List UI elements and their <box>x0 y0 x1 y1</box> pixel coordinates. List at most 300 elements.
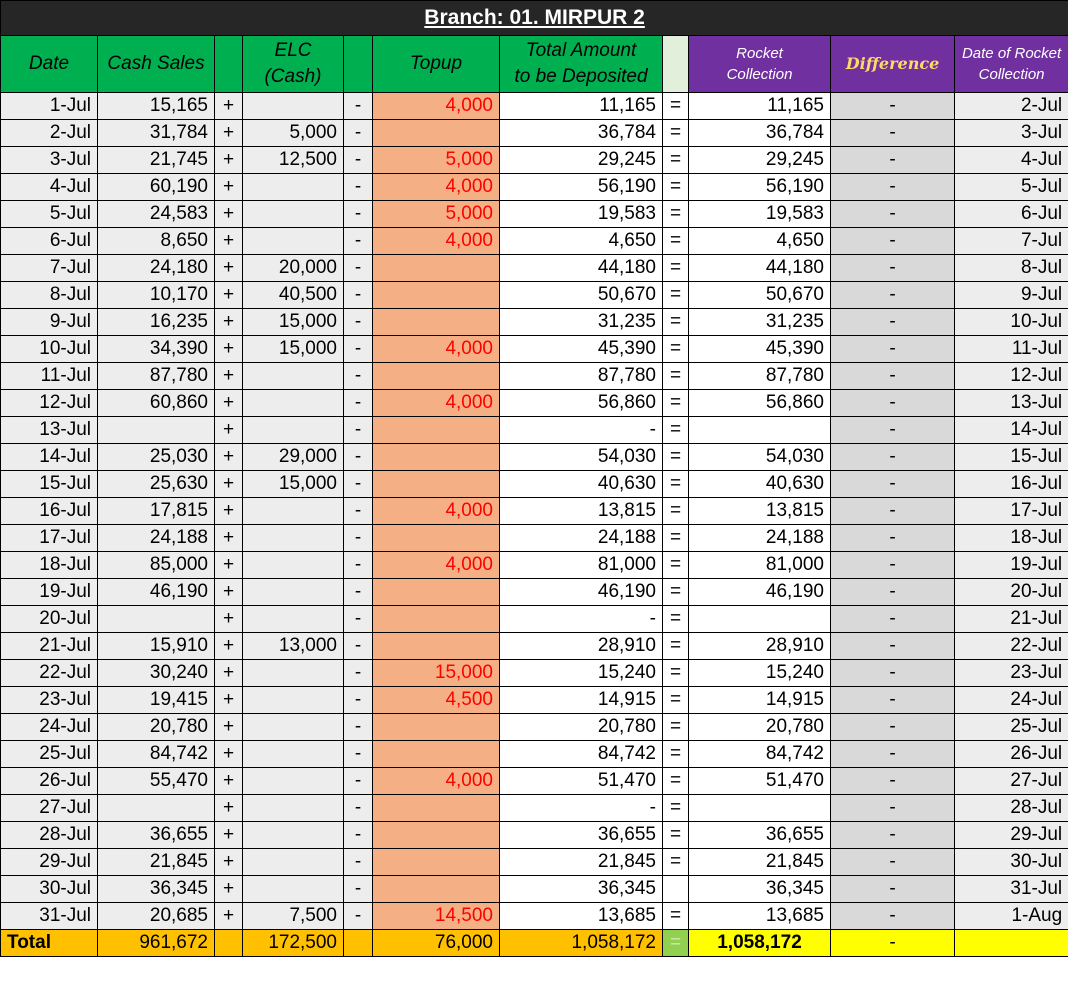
topup-cell[interactable] <box>373 255 500 282</box>
total-deposit-cell[interactable]: 84,742 <box>500 741 663 768</box>
elc-cash-cell[interactable] <box>243 201 344 228</box>
rocket-collection-cell[interactable]: 54,030 <box>689 444 831 471</box>
rocket-collection-cell[interactable]: 14,915 <box>689 687 831 714</box>
plus-sign[interactable]: + <box>215 390 243 417</box>
topup-cell[interactable] <box>373 606 500 633</box>
difference-cell[interactable]: - <box>831 714 955 741</box>
rocket-date-cell[interactable]: 28-Jul <box>955 795 1068 822</box>
total-deposit-cell[interactable]: - <box>500 795 663 822</box>
equals-sign[interactable]: = <box>663 579 689 606</box>
total-deposit-cell[interactable]: 81,000 <box>500 552 663 579</box>
header-date-rocket[interactable] <box>955 36 1068 93</box>
plus-sign[interactable]: + <box>215 363 243 390</box>
plus-sign[interactable]: + <box>215 417 243 444</box>
rocket-collection-cell[interactable]: 36,784 <box>689 120 831 147</box>
elc-cash-cell[interactable] <box>243 741 344 768</box>
total-elc-cash[interactable]: 172,500 <box>243 930 344 957</box>
rocket-date-cell[interactable]: 4-Jul <box>955 147 1068 174</box>
total-deposit-cell[interactable]: 87,780 <box>500 363 663 390</box>
total-deposit-cell[interactable]: 15,240 <box>500 660 663 687</box>
minus-sign[interactable]: - <box>344 363 373 390</box>
topup-cell[interactable] <box>373 633 500 660</box>
difference-cell[interactable]: - <box>831 768 955 795</box>
rocket-date-cell[interactable]: 22-Jul <box>955 633 1068 660</box>
topup-cell[interactable] <box>373 579 500 606</box>
date-cell[interactable]: 28-Jul <box>1 822 98 849</box>
equals-sign[interactable]: = <box>663 660 689 687</box>
difference-cell[interactable]: - <box>831 552 955 579</box>
topup-cell[interactable] <box>373 309 500 336</box>
topup-cell[interactable]: 14,500 <box>373 903 500 930</box>
date-cell[interactable]: 29-Jul <box>1 849 98 876</box>
cash-sales-cell[interactable] <box>98 417 215 444</box>
cash-sales-cell[interactable]: 21,845 <box>98 849 215 876</box>
total-deposit-cell[interactable]: 54,030 <box>500 444 663 471</box>
total-deposit-cell[interactable]: 36,784 <box>500 120 663 147</box>
rocket-collection-cell[interactable] <box>689 606 831 633</box>
rocket-date-cell[interactable]: 7-Jul <box>955 228 1068 255</box>
elc-cash-cell[interactable]: 15,000 <box>243 471 344 498</box>
rocket-date-cell[interactable]: 5-Jul <box>955 174 1068 201</box>
total-deposit-cell[interactable]: 45,390 <box>500 336 663 363</box>
elc-cash-cell[interactable]: 13,000 <box>243 633 344 660</box>
rocket-date-cell[interactable]: 8-Jul <box>955 255 1068 282</box>
difference-cell[interactable]: - <box>831 579 955 606</box>
topup-cell[interactable]: 4,000 <box>373 498 500 525</box>
elc-cash-cell[interactable] <box>243 174 344 201</box>
topup-cell[interactable]: 4,000 <box>373 336 500 363</box>
difference-cell[interactable]: - <box>831 741 955 768</box>
rocket-collection-cell[interactable]: 31,235 <box>689 309 831 336</box>
minus-sign[interactable]: - <box>344 660 373 687</box>
date-cell[interactable]: 15-Jul <box>1 471 98 498</box>
cash-sales-cell[interactable]: 19,415 <box>98 687 215 714</box>
topup-cell[interactable]: 4,500 <box>373 687 500 714</box>
date-cell[interactable]: 14-Jul <box>1 444 98 471</box>
topup-cell[interactable] <box>373 417 500 444</box>
plus-sign[interactable]: + <box>215 336 243 363</box>
equals-sign[interactable]: = <box>663 714 689 741</box>
header-elc[interactable] <box>243 36 344 93</box>
rocket-collection-cell[interactable]: 40,630 <box>689 471 831 498</box>
elc-cash-cell[interactable] <box>243 390 344 417</box>
difference-cell[interactable]: - <box>831 336 955 363</box>
rocket-date-cell[interactable]: 26-Jul <box>955 741 1068 768</box>
cash-sales-cell[interactable]: 34,390 <box>98 336 215 363</box>
total-deposit-cell[interactable]: 13,685 <box>500 903 663 930</box>
difference-cell[interactable]: - <box>831 606 955 633</box>
rocket-date-cell[interactable]: 10-Jul <box>955 309 1068 336</box>
date-cell[interactable]: 19-Jul <box>1 579 98 606</box>
minus-sign[interactable]: - <box>344 903 373 930</box>
plus-sign[interactable]: + <box>215 795 243 822</box>
sheet-title[interactable]: Branch: 01. MIRPUR 2 <box>1 1 1068 36</box>
equals-sign[interactable]: = <box>663 174 689 201</box>
minus-sign[interactable]: - <box>344 228 373 255</box>
topup-cell[interactable] <box>373 714 500 741</box>
rocket-collection-cell[interactable]: 21,845 <box>689 849 831 876</box>
date-cell[interactable]: 18-Jul <box>1 552 98 579</box>
topup-cell[interactable]: 5,000 <box>373 201 500 228</box>
topup-cell[interactable] <box>373 120 500 147</box>
total-deposit-cell[interactable]: 28,910 <box>500 633 663 660</box>
equals-sign[interactable]: = <box>663 795 689 822</box>
minus-sign[interactable]: - <box>344 741 373 768</box>
plus-sign[interactable]: + <box>215 498 243 525</box>
cash-sales-cell[interactable]: 60,860 <box>98 390 215 417</box>
cash-sales-cell[interactable]: 16,235 <box>98 309 215 336</box>
rocket-collection-cell[interactable]: 87,780 <box>689 363 831 390</box>
plus-sign[interactable]: + <box>215 147 243 174</box>
date-cell[interactable]: 24-Jul <box>1 714 98 741</box>
cash-sales-cell[interactable]: 25,630 <box>98 471 215 498</box>
total-deposit-cell[interactable]: 19,583 <box>500 201 663 228</box>
topup-cell[interactable] <box>373 849 500 876</box>
total-deposit-cell[interactable]: 44,180 <box>500 255 663 282</box>
plus-sign[interactable]: + <box>215 714 243 741</box>
minus-sign[interactable]: - <box>344 120 373 147</box>
minus-sign[interactable]: - <box>344 201 373 228</box>
rocket-collection-cell[interactable]: 24,188 <box>689 525 831 552</box>
rocket-date-cell[interactable]: 21-Jul <box>955 606 1068 633</box>
minus-sign[interactable]: - <box>344 687 373 714</box>
rocket-collection-cell[interactable]: 36,655 <box>689 822 831 849</box>
rocket-collection-cell[interactable]: 50,670 <box>689 282 831 309</box>
cash-sales-cell[interactable]: 25,030 <box>98 444 215 471</box>
rocket-date-cell[interactable]: 23-Jul <box>955 660 1068 687</box>
elc-cash-cell[interactable] <box>243 687 344 714</box>
plus-sign[interactable]: + <box>215 741 243 768</box>
elc-cash-cell[interactable] <box>243 93 344 120</box>
rocket-collection-cell[interactable]: 29,245 <box>689 147 831 174</box>
difference-cell[interactable]: - <box>831 93 955 120</box>
difference-cell[interactable]: - <box>831 390 955 417</box>
minus-sign[interactable]: - <box>344 336 373 363</box>
difference-cell[interactable]: - <box>831 822 955 849</box>
date-cell[interactable]: 6-Jul <box>1 228 98 255</box>
topup-cell[interactable]: 4,000 <box>373 93 500 120</box>
total-deposit-cell[interactable]: 14,915 <box>500 687 663 714</box>
equals-sign[interactable]: = <box>663 417 689 444</box>
cash-sales-cell[interactable]: 60,190 <box>98 174 215 201</box>
rocket-collection-cell[interactable]: 19,583 <box>689 201 831 228</box>
equals-sign[interactable]: = <box>663 309 689 336</box>
plus-sign[interactable]: + <box>215 579 243 606</box>
elc-cash-cell[interactable]: 7,500 <box>243 903 344 930</box>
minus-sign[interactable]: - <box>344 390 373 417</box>
elc-cash-cell[interactable] <box>243 606 344 633</box>
plus-sign[interactable]: + <box>215 471 243 498</box>
equals-sign[interactable]: = <box>663 633 689 660</box>
rocket-date-cell[interactable]: 9-Jul <box>955 282 1068 309</box>
plus-sign[interactable]: + <box>215 876 243 903</box>
minus-sign[interactable]: - <box>344 849 373 876</box>
date-cell[interactable]: 27-Jul <box>1 795 98 822</box>
cash-sales-cell[interactable]: 30,240 <box>98 660 215 687</box>
rocket-date-cell[interactable]: 15-Jul <box>955 444 1068 471</box>
equals-sign[interactable]: = <box>663 552 689 579</box>
total-rocket-date-blank[interactable] <box>955 930 1068 957</box>
header-minus-col[interactable] <box>344 36 373 93</box>
equals-sign[interactable]: = <box>663 147 689 174</box>
difference-cell[interactable]: - <box>831 903 955 930</box>
cash-sales-cell[interactable]: 20,780 <box>98 714 215 741</box>
date-cell[interactable]: 5-Jul <box>1 201 98 228</box>
minus-sign[interactable]: - <box>344 309 373 336</box>
plus-sign[interactable]: + <box>215 633 243 660</box>
difference-cell[interactable]: - <box>831 174 955 201</box>
plus-sign[interactable]: + <box>215 903 243 930</box>
plus-sign[interactable]: + <box>215 93 243 120</box>
equals-sign[interactable]: = <box>663 768 689 795</box>
rocket-collection-cell[interactable]: 81,000 <box>689 552 831 579</box>
topup-cell[interactable] <box>373 795 500 822</box>
cash-sales-cell[interactable]: 46,190 <box>98 579 215 606</box>
rocket-date-cell[interactable]: 19-Jul <box>955 552 1068 579</box>
elc-cash-cell[interactable] <box>243 768 344 795</box>
date-cell[interactable]: 22-Jul <box>1 660 98 687</box>
equals-sign[interactable]: = <box>663 903 689 930</box>
minus-sign[interactable]: - <box>344 282 373 309</box>
total-deposit-cell[interactable]: 51,470 <box>500 768 663 795</box>
equals-sign[interactable]: = <box>663 282 689 309</box>
equals-sign[interactable]: = <box>663 120 689 147</box>
rocket-collection-cell[interactable] <box>689 417 831 444</box>
topup-cell[interactable]: 4,000 <box>373 552 500 579</box>
topup-cell[interactable] <box>373 282 500 309</box>
header-rocket-collection[interactable] <box>689 36 831 93</box>
difference-cell[interactable]: - <box>831 876 955 903</box>
equals-sign[interactable]: = <box>663 849 689 876</box>
date-cell[interactable]: 30-Jul <box>1 876 98 903</box>
total-deposit-cell[interactable]: 21,845 <box>500 849 663 876</box>
cash-sales-cell[interactable]: 17,815 <box>98 498 215 525</box>
date-cell[interactable]: 12-Jul <box>1 390 98 417</box>
minus-sign[interactable]: - <box>344 552 373 579</box>
elc-cash-cell[interactable] <box>243 552 344 579</box>
plus-sign[interactable]: + <box>215 849 243 876</box>
cash-sales-cell[interactable]: 15,910 <box>98 633 215 660</box>
difference-cell[interactable]: - <box>831 525 955 552</box>
date-cell[interactable]: 31-Jul <box>1 903 98 930</box>
minus-sign[interactable]: - <box>344 606 373 633</box>
cash-sales-cell[interactable]: 55,470 <box>98 768 215 795</box>
total-minus-blank[interactable] <box>344 930 373 957</box>
minus-sign[interactable]: - <box>344 876 373 903</box>
plus-sign[interactable]: + <box>215 768 243 795</box>
elc-cash-cell[interactable] <box>243 228 344 255</box>
minus-sign[interactable]: - <box>344 714 373 741</box>
rocket-collection-cell[interactable]: 4,650 <box>689 228 831 255</box>
difference-cell[interactable]: - <box>831 633 955 660</box>
header-cash-sales[interactable]: Cash Sales <box>98 36 215 93</box>
rocket-date-cell[interactable]: 13-Jul <box>955 390 1068 417</box>
header-difference[interactable]: Difference <box>831 36 955 93</box>
elc-cash-cell[interactable]: 12,500 <box>243 147 344 174</box>
rocket-collection-cell[interactable]: 36,345 <box>689 876 831 903</box>
total-plus-blank[interactable] <box>215 930 243 957</box>
cash-sales-cell[interactable] <box>98 795 215 822</box>
cash-sales-cell[interactable]: 8,650 <box>98 228 215 255</box>
cash-sales-cell[interactable]: 24,188 <box>98 525 215 552</box>
date-cell[interactable]: 20-Jul <box>1 606 98 633</box>
cash-sales-cell[interactable]: 84,742 <box>98 741 215 768</box>
date-cell[interactable]: 17-Jul <box>1 525 98 552</box>
elc-cash-cell[interactable]: 15,000 <box>243 309 344 336</box>
elc-cash-cell[interactable]: 29,000 <box>243 444 344 471</box>
topup-cell[interactable] <box>373 741 500 768</box>
difference-cell[interactable]: - <box>831 498 955 525</box>
plus-sign[interactable]: + <box>215 687 243 714</box>
total-deposit-cell[interactable]: - <box>500 417 663 444</box>
header-total-amount[interactable] <box>500 36 663 93</box>
total-deposit-cell[interactable]: 36,655 <box>500 822 663 849</box>
total-deposit-cell[interactable]: 29,245 <box>500 147 663 174</box>
rocket-collection-cell[interactable]: 13,685 <box>689 903 831 930</box>
rocket-date-cell[interactable]: 6-Jul <box>955 201 1068 228</box>
topup-cell[interactable] <box>373 363 500 390</box>
rocket-collection-cell[interactable]: 56,190 <box>689 174 831 201</box>
topup-cell[interactable]: 4,000 <box>373 228 500 255</box>
total-deposit-cell[interactable]: 31,235 <box>500 309 663 336</box>
rocket-date-cell[interactable]: 30-Jul <box>955 849 1068 876</box>
equals-sign[interactable]: = <box>663 444 689 471</box>
topup-cell[interactable] <box>373 471 500 498</box>
difference-cell[interactable]: - <box>831 120 955 147</box>
minus-sign[interactable]: - <box>344 498 373 525</box>
total-difference[interactable]: - <box>831 930 955 957</box>
rocket-date-cell[interactable]: 17-Jul <box>955 498 1068 525</box>
date-cell[interactable]: 4-Jul <box>1 174 98 201</box>
date-cell[interactable]: 2-Jul <box>1 120 98 147</box>
difference-cell[interactable]: - <box>831 417 955 444</box>
date-cell[interactable]: 13-Jul <box>1 417 98 444</box>
rocket-collection-cell[interactable]: 15,240 <box>689 660 831 687</box>
difference-cell[interactable]: - <box>831 444 955 471</box>
elc-cash-cell[interactable] <box>243 363 344 390</box>
total-deposit-cell[interactable]: 56,860 <box>500 390 663 417</box>
topup-cell[interactable] <box>373 525 500 552</box>
date-cell[interactable]: 8-Jul <box>1 282 98 309</box>
date-cell[interactable]: 10-Jul <box>1 336 98 363</box>
rocket-collection-cell[interactable]: 51,470 <box>689 768 831 795</box>
cash-sales-cell[interactable]: 10,170 <box>98 282 215 309</box>
total-deposit-cell[interactable]: 24,188 <box>500 525 663 552</box>
cash-sales-cell[interactable]: 31,784 <box>98 120 215 147</box>
elc-cash-cell[interactable]: 20,000 <box>243 255 344 282</box>
difference-cell[interactable]: - <box>831 363 955 390</box>
elc-cash-cell[interactable] <box>243 714 344 741</box>
minus-sign[interactable]: - <box>344 822 373 849</box>
minus-sign[interactable]: - <box>344 174 373 201</box>
plus-sign[interactable]: + <box>215 228 243 255</box>
equals-sign[interactable]: = <box>663 255 689 282</box>
topup-cell[interactable]: 4,000 <box>373 768 500 795</box>
elc-cash-cell[interactable] <box>243 417 344 444</box>
rocket-collection-cell[interactable]: 84,742 <box>689 741 831 768</box>
header-equals-col[interactable] <box>663 36 689 93</box>
total-topup[interactable]: 76,000 <box>373 930 500 957</box>
rocket-date-cell[interactable]: 27-Jul <box>955 768 1068 795</box>
equals-sign[interactable]: = <box>663 363 689 390</box>
rocket-date-cell[interactable]: 1-Aug <box>955 903 1068 930</box>
total-equals-sign[interactable]: = <box>663 930 689 957</box>
plus-sign[interactable]: + <box>215 660 243 687</box>
plus-sign[interactable]: + <box>215 174 243 201</box>
difference-cell[interactable]: - <box>831 849 955 876</box>
date-cell[interactable]: 26-Jul <box>1 768 98 795</box>
plus-sign[interactable]: + <box>215 309 243 336</box>
difference-cell[interactable]: - <box>831 471 955 498</box>
rocket-date-cell[interactable]: 2-Jul <box>955 93 1068 120</box>
date-cell[interactable]: 7-Jul <box>1 255 98 282</box>
total-deposit-cell[interactable]: 13,815 <box>500 498 663 525</box>
topup-cell[interactable]: 5,000 <box>373 147 500 174</box>
rocket-date-cell[interactable]: 16-Jul <box>955 471 1068 498</box>
difference-cell[interactable]: - <box>831 687 955 714</box>
plus-sign[interactable]: + <box>215 255 243 282</box>
difference-cell[interactable]: - <box>831 201 955 228</box>
rocket-collection-cell[interactable]: 56,860 <box>689 390 831 417</box>
total-rocket-collection[interactable]: 1,058,172 <box>689 930 831 957</box>
minus-sign[interactable]: - <box>344 795 373 822</box>
minus-sign[interactable]: - <box>344 525 373 552</box>
topup-cell[interactable] <box>373 444 500 471</box>
minus-sign[interactable]: - <box>344 579 373 606</box>
minus-sign[interactable]: - <box>344 768 373 795</box>
rocket-date-cell[interactable]: 3-Jul <box>955 120 1068 147</box>
minus-sign[interactable]: - <box>344 471 373 498</box>
total-deposit-cell[interactable]: 40,630 <box>500 471 663 498</box>
minus-sign[interactable]: - <box>344 444 373 471</box>
total-deposit-cell[interactable]: 4,650 <box>500 228 663 255</box>
difference-cell[interactable]: - <box>831 309 955 336</box>
elc-cash-cell[interactable] <box>243 660 344 687</box>
equals-sign[interactable]: = <box>663 390 689 417</box>
difference-cell[interactable]: - <box>831 282 955 309</box>
rocket-date-cell[interactable]: 20-Jul <box>955 579 1068 606</box>
rocket-collection-cell[interactable]: 13,815 <box>689 498 831 525</box>
difference-cell[interactable]: - <box>831 660 955 687</box>
equals-sign[interactable]: = <box>663 525 689 552</box>
rocket-date-cell[interactable]: 25-Jul <box>955 714 1068 741</box>
cash-sales-cell[interactable] <box>98 606 215 633</box>
total-deposit-cell[interactable]: 11,165 <box>500 93 663 120</box>
minus-sign[interactable]: - <box>344 147 373 174</box>
total-deposit-cell[interactable]: - <box>500 606 663 633</box>
date-cell[interactable]: 25-Jul <box>1 741 98 768</box>
rocket-collection-cell[interactable]: 11,165 <box>689 93 831 120</box>
minus-sign[interactable]: - <box>344 417 373 444</box>
cash-sales-cell[interactable]: 24,180 <box>98 255 215 282</box>
cash-sales-cell[interactable]: 20,685 <box>98 903 215 930</box>
rocket-date-cell[interactable]: 12-Jul <box>955 363 1068 390</box>
date-cell[interactable]: 11-Jul <box>1 363 98 390</box>
header-date[interactable]: Date <box>1 36 98 93</box>
date-cell[interactable]: 1-Jul <box>1 93 98 120</box>
minus-sign[interactable]: - <box>344 633 373 660</box>
equals-sign[interactable]: = <box>663 822 689 849</box>
elc-cash-cell[interactable] <box>243 822 344 849</box>
difference-cell[interactable]: - <box>831 147 955 174</box>
equals-sign[interactable] <box>663 876 689 903</box>
date-cell[interactable]: 3-Jul <box>1 147 98 174</box>
elc-cash-cell[interactable] <box>243 849 344 876</box>
elc-cash-cell[interactable] <box>243 795 344 822</box>
cash-sales-cell[interactable]: 21,745 <box>98 147 215 174</box>
rocket-date-cell[interactable]: 14-Jul <box>955 417 1068 444</box>
rocket-collection-cell[interactable]: 20,780 <box>689 714 831 741</box>
